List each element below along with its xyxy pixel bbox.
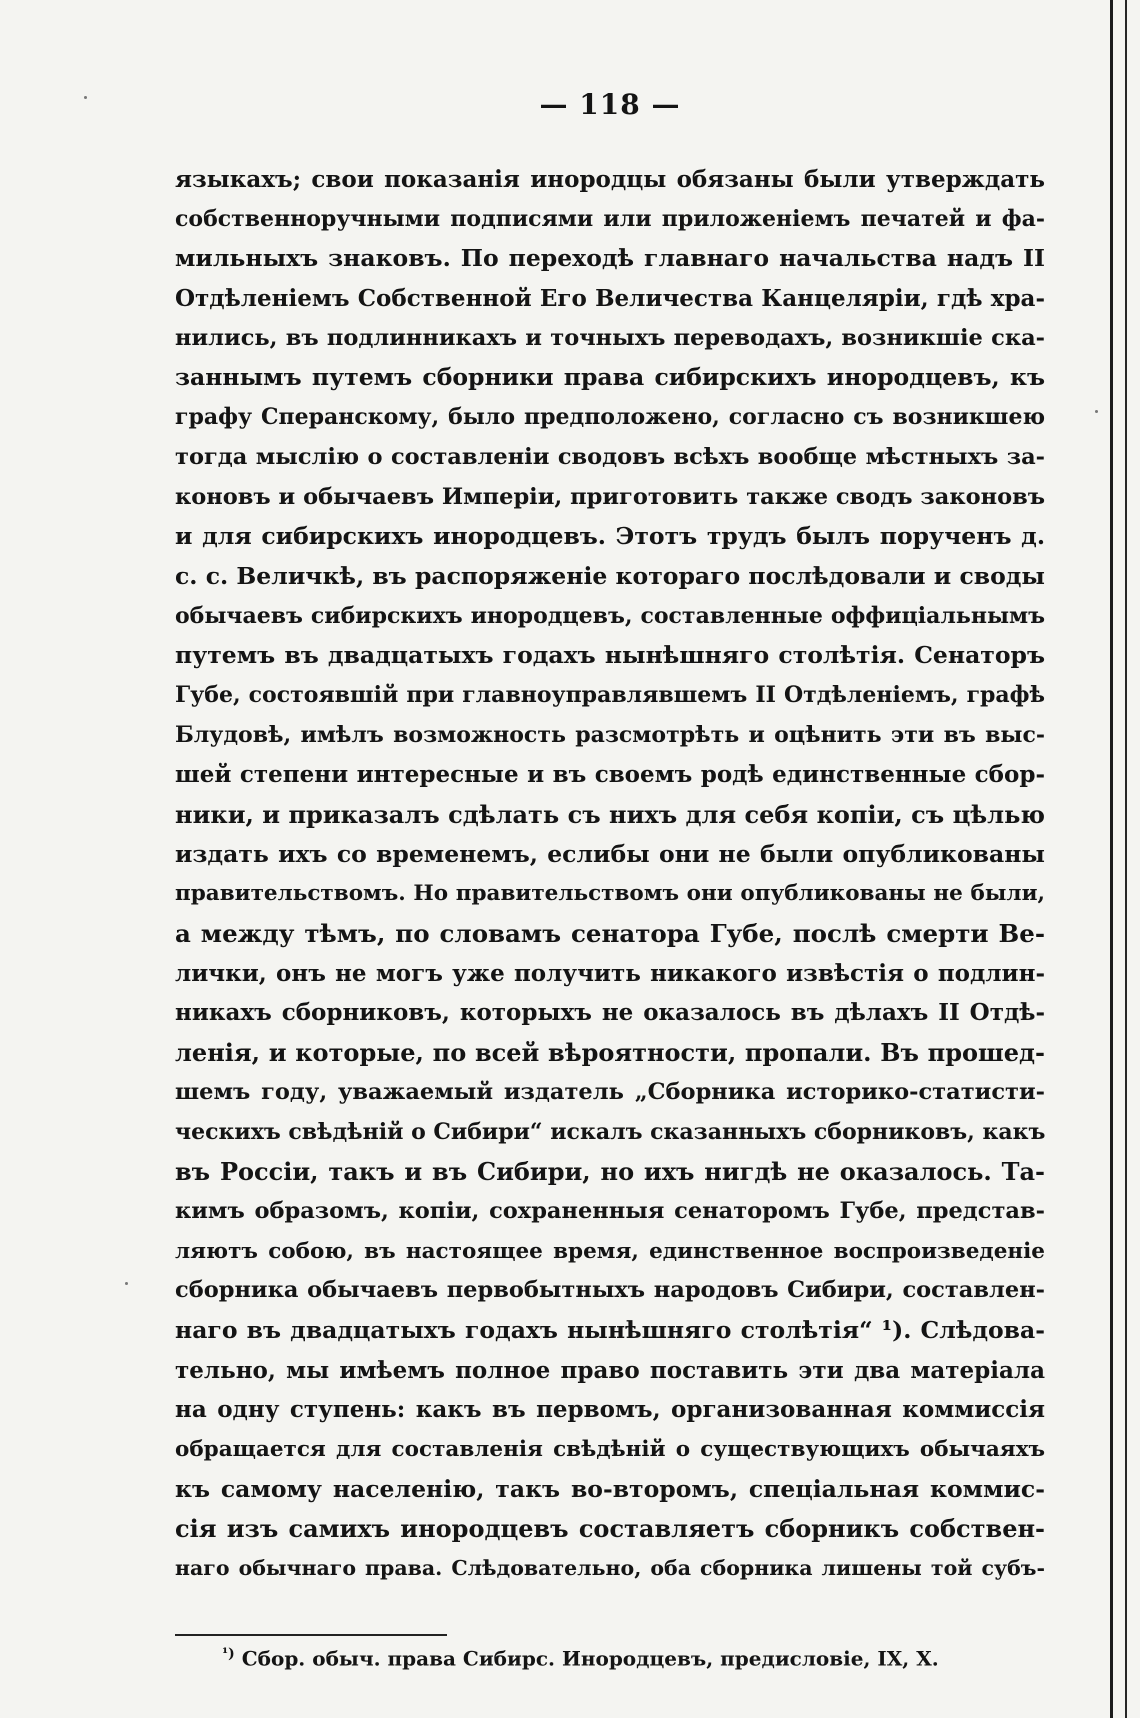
text-line: нились, въ подлинникахъ и точныхъ переводахъ, возникшіе ска-	[175, 324, 1045, 351]
text-line: никахъ сборниковъ, которыхъ не оказалось въ дѣлахъ II Отдѣ-	[175, 999, 1045, 1027]
text-line: шей степени интересные и въ своемъ родѣ единственные сбор-	[175, 761, 1045, 789]
text-line: ляютъ собою, въ настоящее время, единственное воспроизведеніе	[175, 1238, 1045, 1264]
text-line: а между тѣмъ, по словамъ сенатора Губе, послѣ смерти Ве-	[175, 919, 1045, 949]
text-line: сія изъ самихъ инородцевъ составляетъ сборникъ собствен-	[175, 1514, 1045, 1544]
text-line: въ Россіи, такъ и въ Сибири, но ихъ нигдѣ не оказалось. Та-	[175, 1157, 1045, 1187]
text-line: тогда мыслію о составленіи сводовъ всѣхъ вообще мѣстныхъ за-	[175, 443, 1045, 470]
text-line: и для сибирскихъ инородцевъ. Этотъ трудъ былъ порученъ д.	[175, 522, 1045, 551]
page-number: — 118 —	[539, 88, 681, 121]
footnote-marker: ¹)	[222, 1646, 235, 1662]
footnote-divider	[175, 1634, 447, 1636]
text-line: къ самому населенію, такъ во-второмъ, спеціальная коммис-	[175, 1474, 1045, 1503]
text-line: коновъ и обычаевъ Имперіи, приготовить также сводъ законовъ	[175, 483, 1045, 510]
text-line: на одну ступень: какъ въ первомъ, организованная коммиссія	[175, 1396, 1045, 1424]
text-line: графу Сперанскому, было предположено, согласно съ возникшею	[175, 404, 1045, 431]
body-text	[175, 160, 1045, 1589]
text-line: наго въ двадцатыхъ годахъ нынѣшняго столѣтія“ ¹). Слѣдова-	[175, 1315, 1045, 1344]
text-line: собственноручными подписями или приложеніемъ печатей и фа-	[175, 205, 1045, 232]
text-line: заннымъ путемъ сборники права сибирскихъ инородцевъ, къ	[175, 363, 1045, 392]
text-line: ники, и приказалъ сдѣлать съ нихъ для себя копіи, съ цѣлью	[175, 800, 1045, 829]
text-line: Отдѣленіемъ Собственной Его Величества Канцеляріи, гдѣ хра-	[175, 285, 1045, 313]
scan-speck	[84, 96, 87, 99]
page-edge-border	[1110, 0, 1113, 1718]
text-line: обращается для составленія свѣдѣній о существующихъ обычаяхъ	[175, 1437, 1045, 1462]
text-line: тельно, мы имѣемъ полное право поставить эти два матеріала	[175, 1356, 1045, 1384]
text-line: кимъ образомъ, копіи, сохраненныя сенаторомъ Губе, представ-	[175, 1197, 1045, 1224]
text-line: обычаевъ сибирскихъ инородцевъ, составленные оффиціальнымъ	[175, 602, 1045, 629]
text-line: мильныхъ знаковъ. По переходѣ главнаго начальства надъ II	[175, 244, 1045, 273]
text-line: Губе, состоявшій при главноуправлявшемъ II Отдѣленіемъ, графѣ	[175, 681, 1045, 708]
text-line: языкахъ; свои показанія инородцы обязаны были утверждать	[175, 166, 1045, 193]
text-line: издать ихъ со временемъ, еслибы они не были опубликованы	[175, 839, 1045, 868]
footnote	[222, 1640, 939, 1673]
text-line: правительствомъ. Но правительствомъ они опубликованы не были,	[175, 881, 1045, 907]
text-line: шемъ году, уважаемый издатель „Сборника историко-статисти-	[175, 1078, 1045, 1105]
text-line: ленія, и которые, по всей вѣроятности, пропали. Въ прошед-	[175, 1038, 1045, 1068]
text-line: лички, онъ не могъ уже получить никакого извѣстія о подлин-	[175, 959, 1045, 987]
page-edge-border-outer	[1125, 0, 1127, 1718]
text-line: сборника обычаевъ первобытныхъ народовъ Сибири, составлен-	[175, 1277, 1045, 1304]
footnote-text: Сбор. обыч. права Сибирс. Инородцевъ, предисловіе, IX, X.	[234, 1646, 939, 1671]
text-line: Блудовѣ, имѣлъ возможность разсмотрѣть и оцѣнить эти въ выс-	[175, 721, 1045, 748]
text-line: ческихъ свѣдѣній о Сибири“ искалъ сказанныхъ сборниковъ, какъ	[175, 1118, 1046, 1145]
scan-speck	[1095, 410, 1098, 413]
text-line: путемъ въ двадцатыхъ годахъ нынѣшняго столѣтія. Сенаторъ	[175, 641, 1045, 670]
text-line: с. с. Величкѣ, въ распоряженіе котораго послѣдовали и своды	[175, 561, 1045, 590]
scan-speck	[125, 1282, 128, 1285]
text-line: наго обычнаго права. Слѣдовательно, оба сборника лишены той субъ-	[175, 1556, 1045, 1581]
